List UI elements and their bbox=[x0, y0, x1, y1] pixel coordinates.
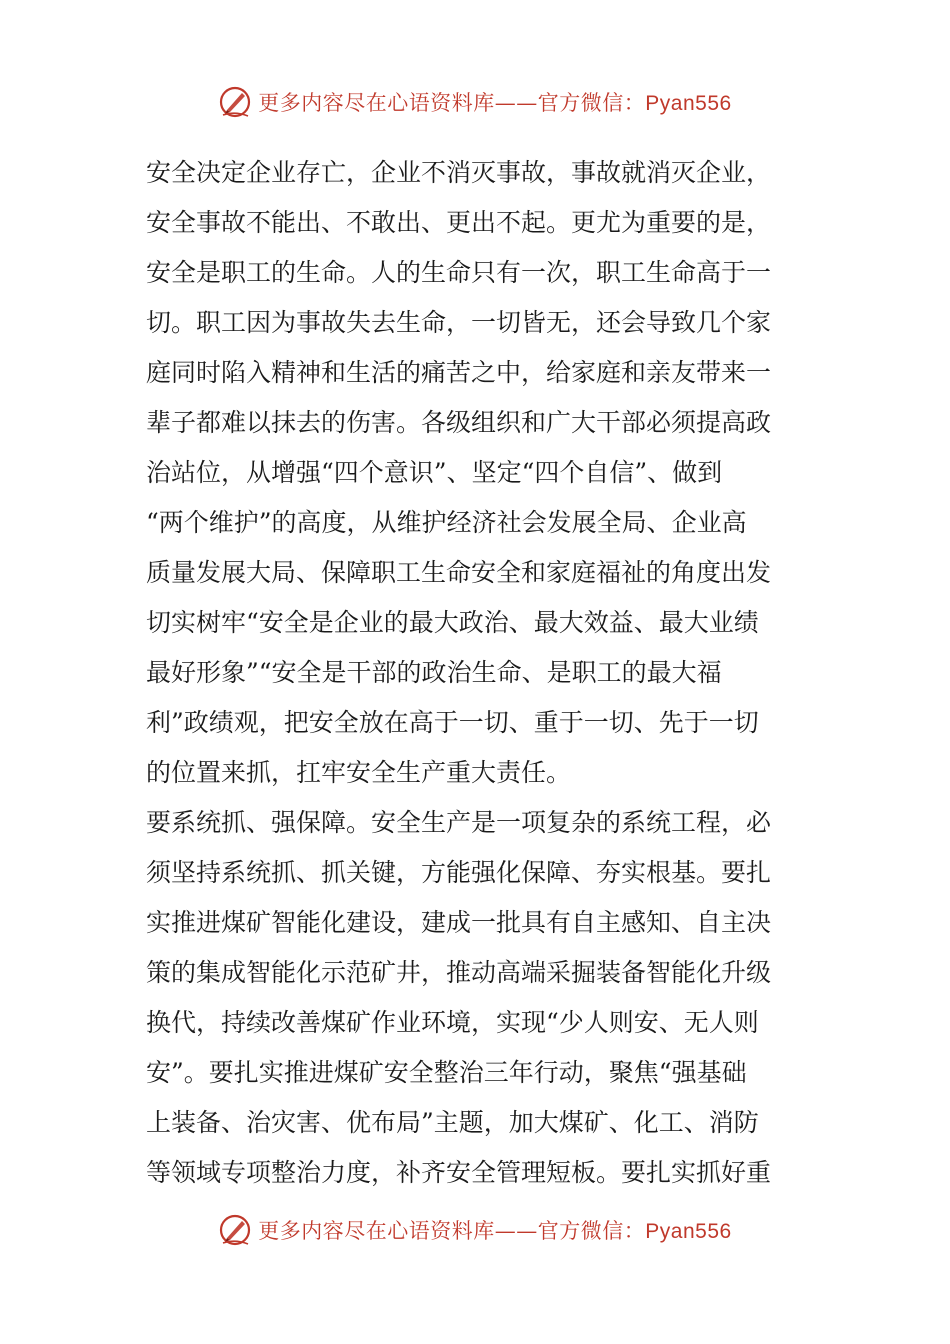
text-line: 切实树牢“安全是企业的最大政治、最大效益、最大业绩 bbox=[146, 608, 759, 637]
watermark-text bbox=[258, 87, 731, 117]
text-line: 要系统抓、强保障。安全生产是一项复杂的系统工程，必 bbox=[146, 808, 772, 837]
watermark-wechat-label: 官方微信： bbox=[537, 91, 646, 115]
watermark-site-name: 更多内容尽在心语资料库 bbox=[258, 91, 495, 115]
quill-pen-in-circle-icon bbox=[218, 1213, 252, 1247]
text-line: 安全决定企业存亡，企业不消灭事故，事故就消灭企业， bbox=[146, 158, 772, 187]
text-line: 庭同时陷入精神和生活的痛苦之中，给家庭和亲友带来一 bbox=[146, 358, 772, 387]
watermark-header bbox=[0, 82, 950, 122]
text-line: 治站位，从增强“四个意识”、坚定“四个自信”、做到 bbox=[146, 458, 723, 487]
text-line: 切。职工因为事故失去生命，一切皆无，还会导致几个家 bbox=[146, 308, 772, 337]
text-line: 安全是职工的生命。人的生命只有一次，职工生命高于一 bbox=[146, 258, 772, 287]
watermark-separator: —— bbox=[494, 1219, 538, 1243]
text-line: 换代，持续改善煤矿作业环境，实现“少人则安、无人则 bbox=[146, 1008, 759, 1037]
watermark-separator: —— bbox=[494, 91, 538, 115]
text-line: 等领域专项整治力度，补齐安全管理短板。要扎实抓好重 bbox=[146, 1158, 772, 1187]
document-body bbox=[146, 148, 806, 1198]
watermark-wechat-id: Pyan556 bbox=[645, 92, 732, 115]
watermark-text bbox=[258, 1215, 731, 1245]
text-line: 策的集成智能化示范矿井，推动高端采掘装备智能化升级 bbox=[146, 958, 772, 987]
text-line: 利”政绩观，把安全放在高于一切、重于一切、先于一切 bbox=[146, 708, 759, 737]
text-line: 安全事故不能出、不敢出、更出不起。更尤为重要的是， bbox=[146, 208, 772, 237]
text-line: “两个维护”的高度，从维护经济社会发展全局、企业高 bbox=[146, 508, 747, 537]
watermark-site-name: 更多内容尽在心语资料库 bbox=[258, 1219, 495, 1243]
watermark-wechat-label: 官方微信： bbox=[537, 1219, 646, 1243]
watermark-footer bbox=[0, 1210, 950, 1250]
text-line: 辈子都难以抹去的伤害。各级组织和广大干部必须提高政 bbox=[146, 408, 772, 437]
text-line: 质量发展大局、保障职工生命安全和家庭福祉的角度出发 bbox=[146, 558, 772, 587]
quill-pen-in-circle-icon bbox=[218, 85, 252, 119]
text-line: 最好形象”“安全是干部的政治生命、是职工的最大福 bbox=[146, 658, 722, 687]
text-line: 须坚持系统抓、抓关键，方能强化保障、夯实根基。要扎 bbox=[146, 858, 772, 887]
text-line: 上装备、治灾害、优布局”主题，加大煤矿、化工、消防 bbox=[146, 1108, 759, 1137]
text-line: 的位置来抓，扛牢安全生产重大责任。 bbox=[146, 758, 572, 787]
text-line: 实推进煤矿智能化建设，建成一批具有自主感知、自主决 bbox=[146, 908, 772, 937]
text-line: 安”。要扎实推进煤矿安全整治三年行动，聚焦“强基础 bbox=[146, 1058, 747, 1087]
watermark-wechat-id: Pyan556 bbox=[645, 1220, 732, 1243]
